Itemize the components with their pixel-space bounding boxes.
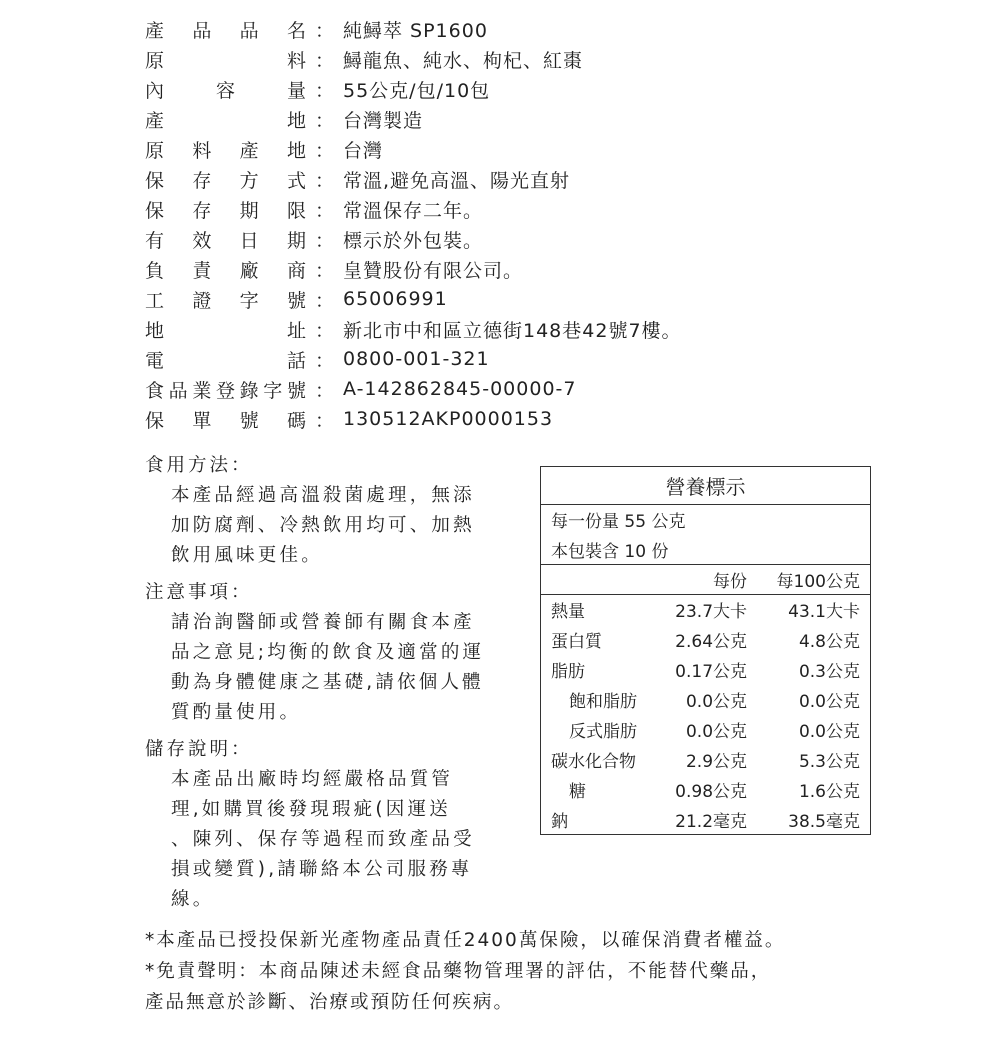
per-serving-value: 23.7大卡 <box>675 602 748 623</box>
spec-label-char: 期 <box>239 199 260 222</box>
per-100g-value: 4.8公克 <box>798 632 860 652</box>
instruction-section <box>145 577 495 728</box>
spec-value: 65006991 <box>343 288 448 310</box>
spec-label <box>145 16 307 43</box>
spec-label <box>145 106 307 133</box>
per-100g-value: 5.3公克 <box>798 752 860 772</box>
nutrient-name: 碳水化合物 <box>551 752 636 772</box>
colon: ： <box>314 79 335 102</box>
spec-label-char: 址 <box>286 319 307 342</box>
colon: ： <box>314 139 335 162</box>
spec-label-char: 產 <box>239 139 260 162</box>
spec-label-char: 地 <box>286 139 307 162</box>
nutrition-row <box>541 685 871 715</box>
spec-label-char: 商 <box>286 259 307 282</box>
per-serving-value: 0.98公克 <box>675 782 748 802</box>
nutrition-facts-table <box>540 466 871 835</box>
colon: ： <box>314 379 335 402</box>
spec-row <box>145 74 682 104</box>
spec-label-char: 號 <box>286 379 307 402</box>
per-100g-value: 38.5毫克 <box>788 811 860 832</box>
per-serving-value: 0.0公克 <box>685 722 748 742</box>
spec-label-char: 量 <box>286 79 307 102</box>
spec-value: 純鱘萃 SP1600 <box>343 19 488 42</box>
spec-label-char: 食 <box>145 379 166 402</box>
spec-row <box>145 404 682 434</box>
body-line: 理,如購買後發現瑕疵(因運送 <box>171 799 451 820</box>
disclaimer-note-continued: 產品無意於診斷、治療或預防任何疾病。 <box>145 992 515 1013</box>
colon: ： <box>314 259 335 282</box>
per-serving-value: 2.9公克 <box>685 752 748 772</box>
nutrition-title: 營養標示 <box>541 467 871 505</box>
body-line: 本產品經過高溫殺菌處理，無添 <box>171 485 475 506</box>
spec-label-char: 登 <box>215 379 236 402</box>
colon: ： <box>314 169 335 192</box>
per-100g-value: 1.6公克 <box>798 782 860 802</box>
footer-notes <box>145 925 785 1018</box>
spec-label-char: 字 <box>239 289 260 312</box>
body-line: 損或變質),請聯絡本公司服務專 <box>171 859 473 880</box>
section-body <box>145 481 495 571</box>
spec-row <box>145 344 682 374</box>
nutrition-row <box>541 655 871 685</box>
nutrition-row <box>541 625 871 655</box>
nutrition-row <box>541 805 871 835</box>
section-heading: 注意事項： <box>145 582 253 603</box>
spec-label-char: 料 <box>286 49 307 72</box>
spec-row <box>145 194 682 224</box>
spec-label <box>145 46 307 73</box>
spec-label-char: 保 <box>145 169 166 192</box>
insurance-note: *本產品已授投保新光產物產品責任2400萬保險，以確保消費者權益。 <box>145 930 786 951</box>
spec-label-char: 電 <box>145 349 166 372</box>
spec-label-char: 料 <box>192 139 213 162</box>
spec-label-char: 內 <box>145 79 166 102</box>
spec-row <box>145 104 682 134</box>
nutrient-name: 反式脂肪 <box>569 722 637 742</box>
spec-label-char: 品 <box>192 19 213 42</box>
spec-row <box>145 164 682 194</box>
serving-size: 每一份量 55 公克 <box>551 512 686 533</box>
spec-value: 鱘龍魚、純水、枸杞、紅棗 <box>343 49 584 72</box>
spec-value: 標示於外包裝。 <box>343 229 484 252</box>
body-line: 請治詢醫師或營養師有關食本產 <box>171 612 475 633</box>
nutrition-row <box>541 715 871 745</box>
section-heading: 食用方法： <box>145 455 253 476</box>
body-line: 本產品出廠時均經嚴格品質管 <box>171 769 454 790</box>
spec-label-char: 保 <box>145 409 166 432</box>
per-100g-value: 0.3公克 <box>798 662 860 682</box>
product-spec-list <box>145 14 682 434</box>
nutrient-name: 熱量 <box>551 602 585 623</box>
spec-label-char: 限 <box>286 199 307 222</box>
spec-label <box>145 196 307 223</box>
spec-value: 新北市中和區立德街148巷42號7樓。 <box>343 319 682 342</box>
colon: ： <box>314 349 335 372</box>
spec-label-char: 式 <box>286 169 307 192</box>
spec-label-char: 名 <box>286 19 307 42</box>
spec-label-char: 碼 <box>286 409 307 432</box>
spec-value: 55公克/包/10包 <box>343 79 491 102</box>
spec-row <box>145 314 682 344</box>
col-header-per-serving: 每份 <box>657 565 757 595</box>
spec-label-char: 號 <box>286 289 307 312</box>
spec-value: A-142862845-00000-7 <box>343 378 577 400</box>
body-line: 品之意見;均衡的飲食及適當的運 <box>171 642 485 663</box>
spec-label <box>145 376 307 403</box>
spec-label-char: 存 <box>192 169 213 192</box>
spec-label-char: 證 <box>192 289 213 312</box>
body-line: 質酌量使用。 <box>171 702 302 723</box>
section-heading: 儲存說明： <box>145 739 253 760</box>
nutrient-name: 蛋白質 <box>551 632 602 652</box>
spec-label-char: 有 <box>145 229 166 252</box>
spec-row <box>145 44 682 74</box>
spec-value: 台灣 <box>343 139 384 162</box>
per-serving-value: 21.2毫克 <box>675 811 748 832</box>
spec-label <box>145 166 307 193</box>
spec-label-char: 負 <box>145 259 166 282</box>
spec-label-char: 原 <box>145 139 166 162</box>
disclaimer-note: *免責聲明：本商品陳述未經食品藥物管理署的評估，不能替代藥品， <box>145 961 772 982</box>
nutrition-row <box>541 595 871 625</box>
spec-label-char: 字 <box>263 379 284 402</box>
spec-label <box>145 346 307 373</box>
spec-label-char: 地 <box>286 109 307 132</box>
nutrient-name: 脂肪 <box>551 662 585 682</box>
spec-label-char: 容 <box>215 79 236 102</box>
instruction-section <box>145 450 495 571</box>
spec-value: 常溫,避免高溫、陽光直射 <box>343 169 571 192</box>
per-serving-value: 2.64公克 <box>675 632 748 652</box>
instructions-column <box>145 450 495 921</box>
spec-value: 皇贊股份有限公司。 <box>343 259 524 282</box>
spec-label <box>145 406 307 433</box>
colon: ： <box>314 409 335 432</box>
per-serving-value: 0.0公克 <box>685 692 748 712</box>
spec-label-char: 存 <box>192 199 213 222</box>
spec-label-char: 業 <box>192 379 213 402</box>
spec-label <box>145 286 307 313</box>
spec-value: 常溫保存二年。 <box>343 199 484 222</box>
colon: ： <box>314 289 335 312</box>
spec-label-char: 原 <box>145 49 166 72</box>
nutrition-row <box>541 745 871 775</box>
body-line: 動為身體健康之基礎,請依個人體 <box>171 672 484 693</box>
nutrient-name: 鈉 <box>551 811 568 832</box>
per-100g-value: 0.0公克 <box>798 722 860 742</box>
spec-label <box>145 226 307 253</box>
spec-label-char: 地 <box>145 319 166 342</box>
spec-label-char: 期 <box>286 229 307 252</box>
spec-row <box>145 254 682 284</box>
servings-per-package: 本包裝含 10 份 <box>541 535 871 565</box>
spec-label-char: 產 <box>145 19 166 42</box>
spec-label-char: 品 <box>168 379 189 402</box>
spec-label-char: 廠 <box>239 259 260 282</box>
spec-label <box>145 76 307 103</box>
per-serving-value: 0.17公克 <box>675 662 748 682</box>
spec-label-char: 日 <box>239 229 260 252</box>
section-body <box>145 608 495 728</box>
spec-label-char: 單 <box>192 409 213 432</box>
spec-label <box>145 136 307 163</box>
instruction-section <box>145 734 495 915</box>
spec-value: 台灣製造 <box>343 109 424 132</box>
colon: ： <box>314 19 335 42</box>
per-100g-value: 43.1大卡 <box>788 602 860 623</box>
spec-label <box>145 256 307 283</box>
spec-label-char: 責 <box>192 259 213 282</box>
nutrition-row <box>541 775 871 805</box>
colon: ： <box>314 109 335 132</box>
spec-value: 0800-001-321 <box>343 348 490 370</box>
spec-label-char: 產 <box>145 109 166 132</box>
spec-row <box>145 374 682 404</box>
colon: ： <box>314 319 335 342</box>
spec-label-char: 錄 <box>239 379 260 402</box>
body-line: 飲用風味更佳。 <box>171 545 323 566</box>
colon: ： <box>314 49 335 72</box>
spec-label-char: 效 <box>192 229 213 252</box>
spec-row <box>145 14 682 44</box>
spec-label-char: 方 <box>239 169 260 192</box>
colon: ： <box>314 229 335 252</box>
spec-row <box>145 134 682 164</box>
body-line: 加防腐劑、冷熱飲用均可、加熱 <box>171 515 475 536</box>
spec-label-char: 號 <box>239 409 260 432</box>
spec-value: 130512AKP0000153 <box>343 408 554 430</box>
spec-label-char: 保 <box>145 199 166 222</box>
spec-label <box>145 316 307 343</box>
nutrient-name: 糖 <box>569 782 586 802</box>
section-body <box>145 765 495 915</box>
spec-label-char: 工 <box>145 289 166 312</box>
body-line: 線。 <box>171 889 215 910</box>
spec-row <box>145 224 682 254</box>
nutrient-name: 飽和脂肪 <box>569 692 637 712</box>
spec-label-char: 品 <box>239 19 260 42</box>
col-header-per-100g: 每100公克 <box>757 565 870 595</box>
per-100g-value: 0.0公克 <box>798 692 860 712</box>
body-line: 、陳列、保存等過程而致產品受 <box>171 829 475 850</box>
colon: ： <box>314 199 335 222</box>
spec-label-char: 話 <box>286 349 307 372</box>
spec-row <box>145 284 682 314</box>
